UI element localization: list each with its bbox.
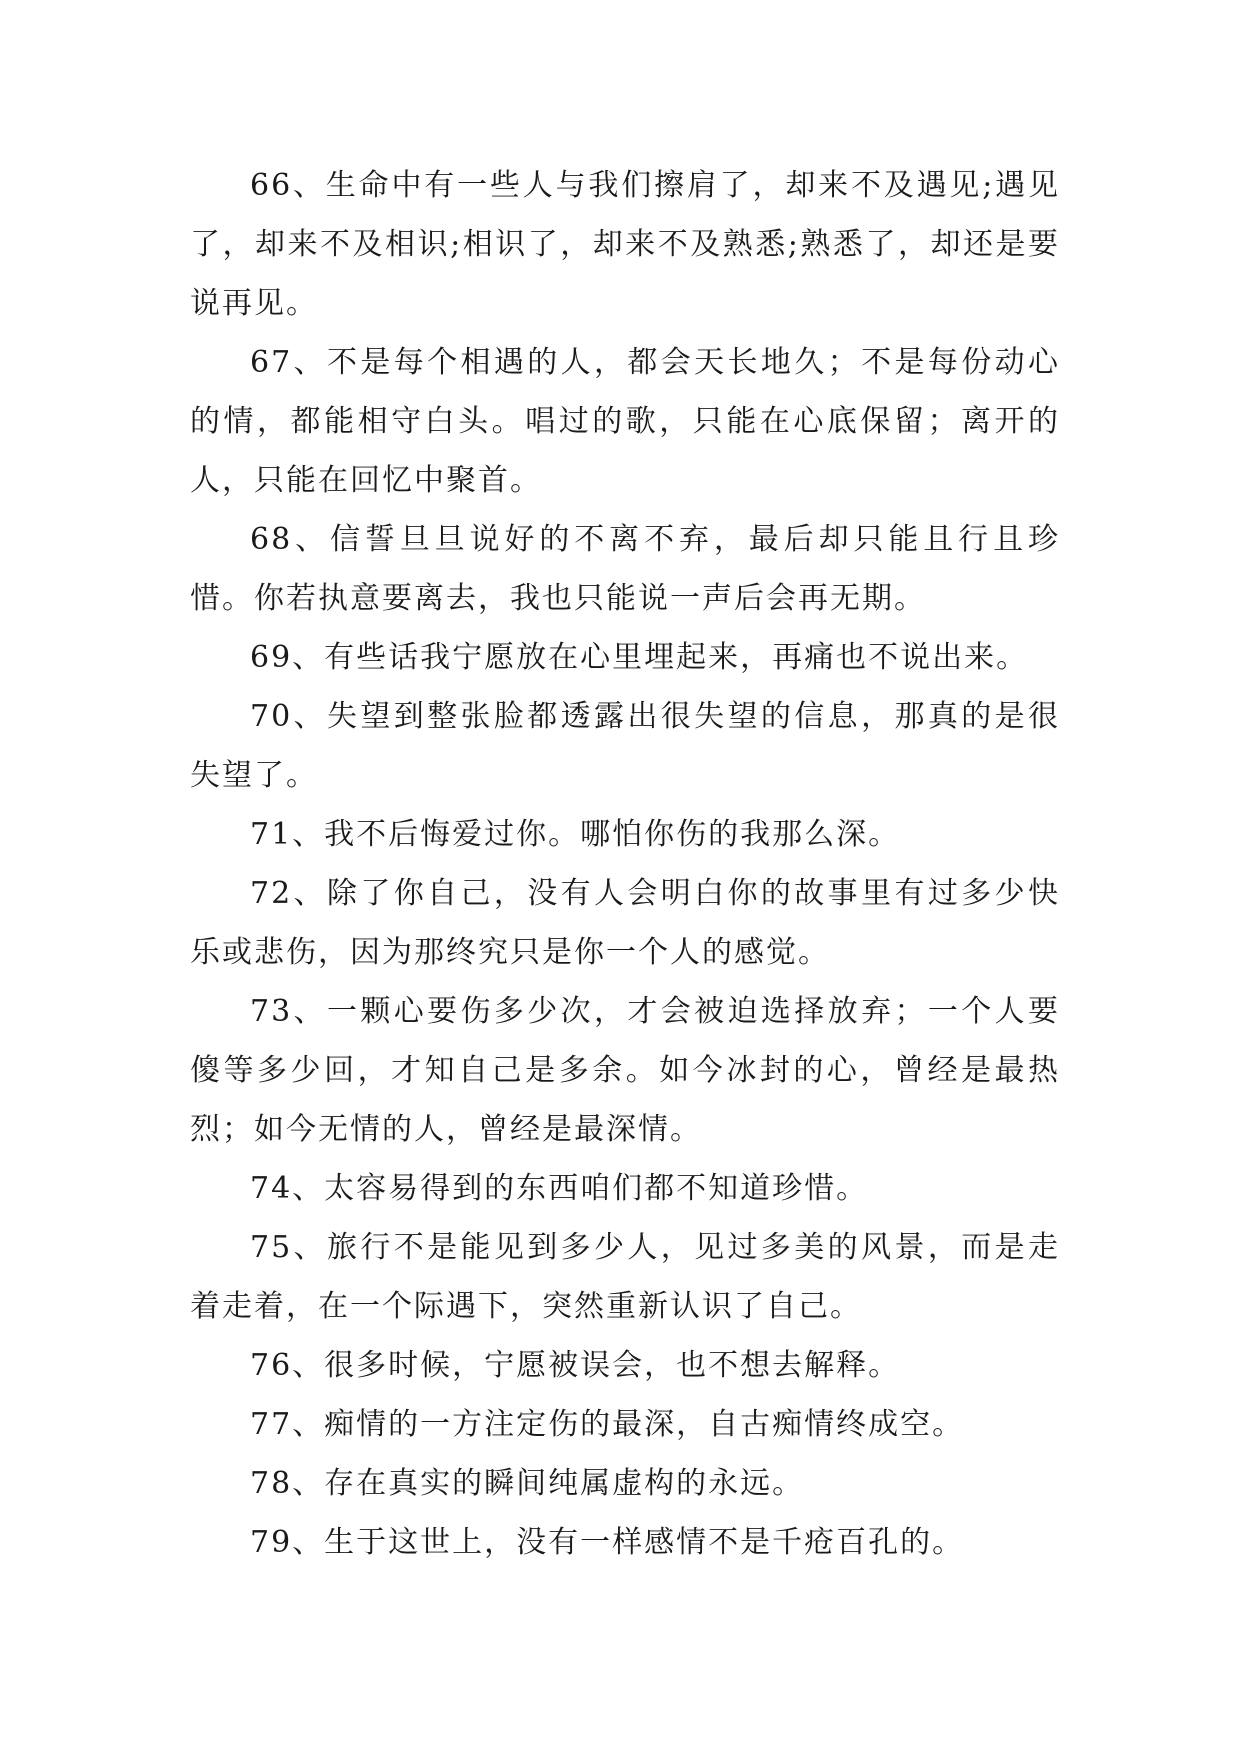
paragraph-75: 75、旅行不是能见到多少人，见过多美的风景，而是走着走着，在一个际遇下，突然重新认识了自己。 [190, 1230, 1060, 1324]
paragraph-78: 78、存在真实的瞬间纯属虚构的永远。 [250, 1466, 805, 1501]
paragraph-69: 69、有些话我宁愿放在心里埋起来，再痛也不说出来。 [250, 640, 1029, 675]
paragraph-67: 67、不是每个相遇的人，都会天长地久；不是每份动心的情，都能相守白头。唱过的歌，只能在心底保留；离开的人，只能在回忆中聚首。 [190, 345, 1060, 498]
document-body [190, 156, 1060, 1572]
paragraph-71: 71、我不后悔爱过你。哪怕你伤的我那么深。 [250, 817, 901, 852]
paragraph-72: 72、除了你自己，没有人会明白你的故事里有过多少快乐或悲伤，因为那终究只是你一个人的感觉。 [190, 876, 1060, 970]
paragraph-77: 77、痴情的一方注定伤的最深，自古痴情终成空。 [250, 1407, 965, 1442]
paragraph-68: 68、信誓旦旦说好的不离不弃，最后却只能且行且珍惜。你若执意要离去，我也只能说一声后会再无期。 [190, 522, 1060, 616]
paragraph-74: 74、太容易得到的东西咱们都不知道珍惜。 [250, 1171, 869, 1206]
paragraph-73: 73、一颗心要伤多少次，才会被迫选择放弃；一个人要傻等多少回，才知自己是多余。如今冰封的心，曾经是最热烈；如今无情的人，曾经是最深情。 [190, 994, 1060, 1147]
paragraph-66: 66、生命中有一些人与我们擦肩了，却来不及遇见;遇见了，却来不及相识;相识了，却来不及熟悉;熟悉了，却还是要说再见。 [190, 168, 1060, 321]
paragraph-76: 76、很多时候，宁愿被误会，也不想去解释。 [250, 1348, 901, 1383]
paragraph-79: 79、生于这世上，没有一样感情不是千疮百孔的。 [250, 1525, 965, 1560]
paragraph-70: 70、失望到整张脸都透露出很失望的信息，那真的是很失望了。 [190, 699, 1060, 793]
